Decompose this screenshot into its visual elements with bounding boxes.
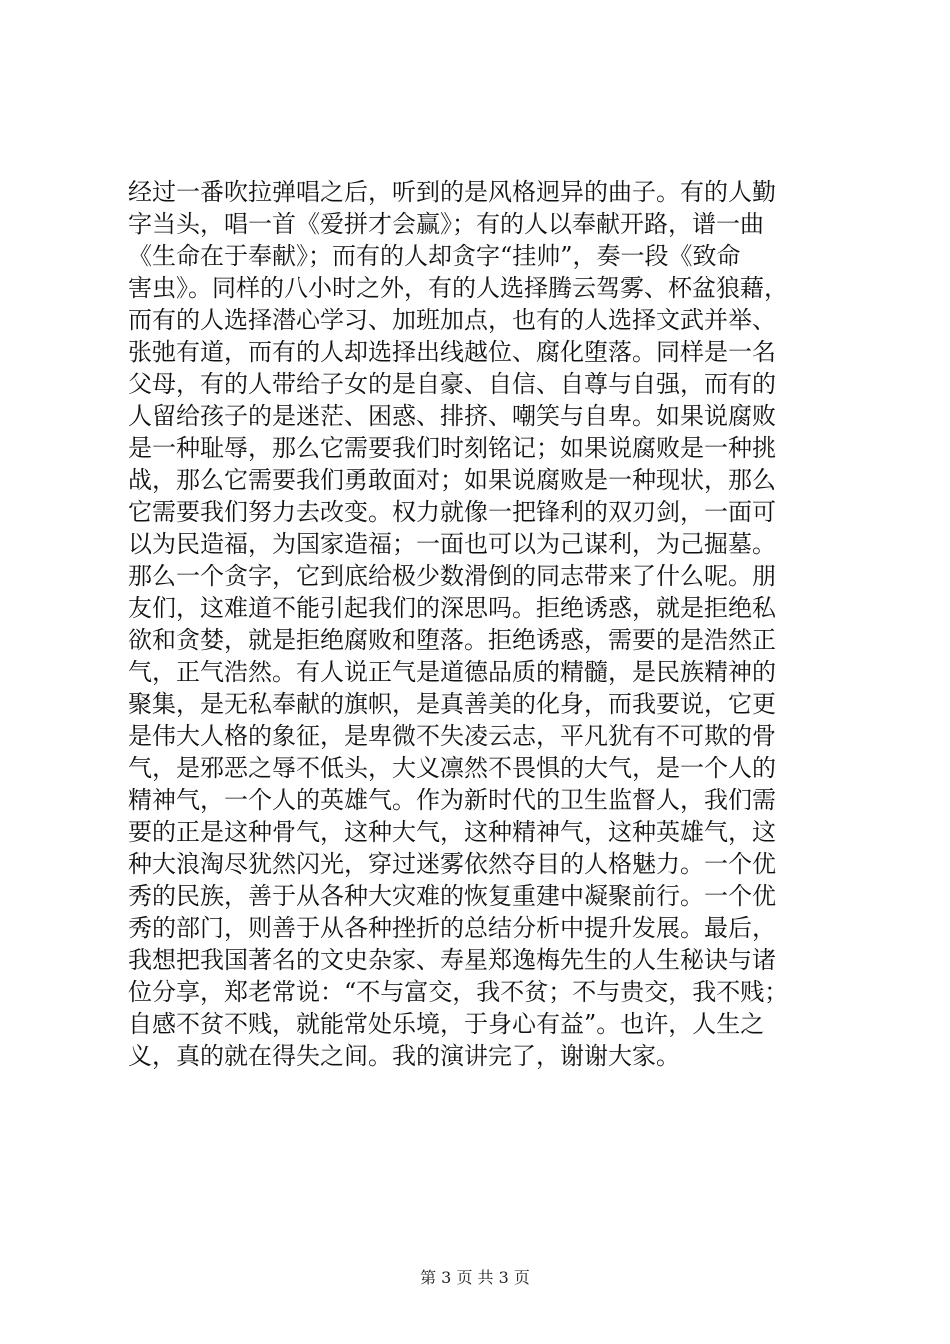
text-line: 是一种耻辱，那么它需要我们时刻铭记；如果说腐败是一种挑 <box>128 434 776 462</box>
text-line: 张弛有道，而有的人却选择出线越位、腐化堕落。同样是一名 <box>128 338 776 366</box>
text-line: 友们，这难道不能引起我们的深思吗。拒绝诱惑，就是拒绝私 <box>128 594 776 622</box>
page-number-label: 第 3 页 共 3 页 <box>420 1268 530 1287</box>
text-line: 它需要我们努力去改变。权力就像一把锋利的双刃剑，一面可 <box>128 498 776 526</box>
text-line: 《生命在于奉献》；而有的人却贪字“挂帅”，奏一段《致命 <box>128 242 741 270</box>
text-line: 气，正气浩然。有人说正气是道德品质的精髓，是民族精神的 <box>128 658 776 686</box>
text-line: 是伟大人格的象征，是卑微不失凌云志，平凡犹有不可欺的骨 <box>128 722 776 750</box>
text-line: 位分享，郑老常说：“不与富交，我不贫；不与贵交，我不贱； <box>128 978 789 1006</box>
body-text <box>128 176 840 1072</box>
text-line: 秀的部门，则善于从各种挫折的总结分析中提升发展。最后， <box>128 914 776 942</box>
text-line: 精神气，一个人的英雄气。作为新时代的卫生监督人，我们需 <box>128 786 776 814</box>
text-line: 聚集，是无私奉献的旗帜，是真善美的化身，而我要说，它更 <box>128 690 776 718</box>
text-line: 气，是邪恶之辱不低头，大义凛然不畏惧的大气，是一个人的 <box>128 754 776 782</box>
page-footer <box>0 1268 950 1288</box>
text-line: 要的正是这种骨气，这种大气，这种精神气，这种英雄气，这 <box>128 818 776 846</box>
text-line: 战，那么它需要我们勇敢面对；如果说腐败是一种现状，那么 <box>128 466 776 494</box>
text-line: 我想把我国著名的文史杂家、寿星郑逸梅先生的人生秘诀与诸 <box>128 946 776 974</box>
text-line: 欲和贪婪，就是拒绝腐败和堕落。拒绝诱惑，需要的是浩然正 <box>128 626 776 654</box>
text-line: 人留给孩子的是迷茫、困惑、排挤、嘲笑与自卑。如果说腐败 <box>128 402 776 430</box>
text-line: 自感不贫不贱，就能常处乐境，于身心有益”。也许，人生之 <box>128 1010 765 1038</box>
text-line: 种大浪淘尽犹然闪光，穿过迷雾依然夺目的人格魅力。一个优 <box>128 850 776 878</box>
text-line: 害虫》。同样的八小时之外，有的人选择腾云驾雾、杯盆狼藉， <box>128 274 788 302</box>
text-line: 以为民造福，为国家造福；一面也可以为己谋利，为己掘墓。 <box>128 530 776 558</box>
text-line: 经过一番吹拉弹唱之后，听到的是风格迥异的曲子。有的人勤 <box>128 178 776 206</box>
text-line: 那么一个贪字，它到底给极少数滑倒的同志带来了什么呢。朋 <box>128 562 776 590</box>
text-line: 字当头，唱一首《爱拼才会赢》；有的人以奉献开路，谱一曲 <box>128 210 764 238</box>
text-line: 而有的人选择潜心学习、加班加点，也有的人选择文武并举、 <box>128 306 776 334</box>
text-line: 父母，有的人带给子女的是自豪、自信、自尊与自强，而有的 <box>128 370 776 398</box>
text-line: 义，真的就在得失之间。我的演讲完了，谢谢大家。 <box>128 1042 680 1070</box>
text-line: 秀的民族，善于从各种大灾难的恢复重建中凝聚前行。一个优 <box>128 882 776 910</box>
